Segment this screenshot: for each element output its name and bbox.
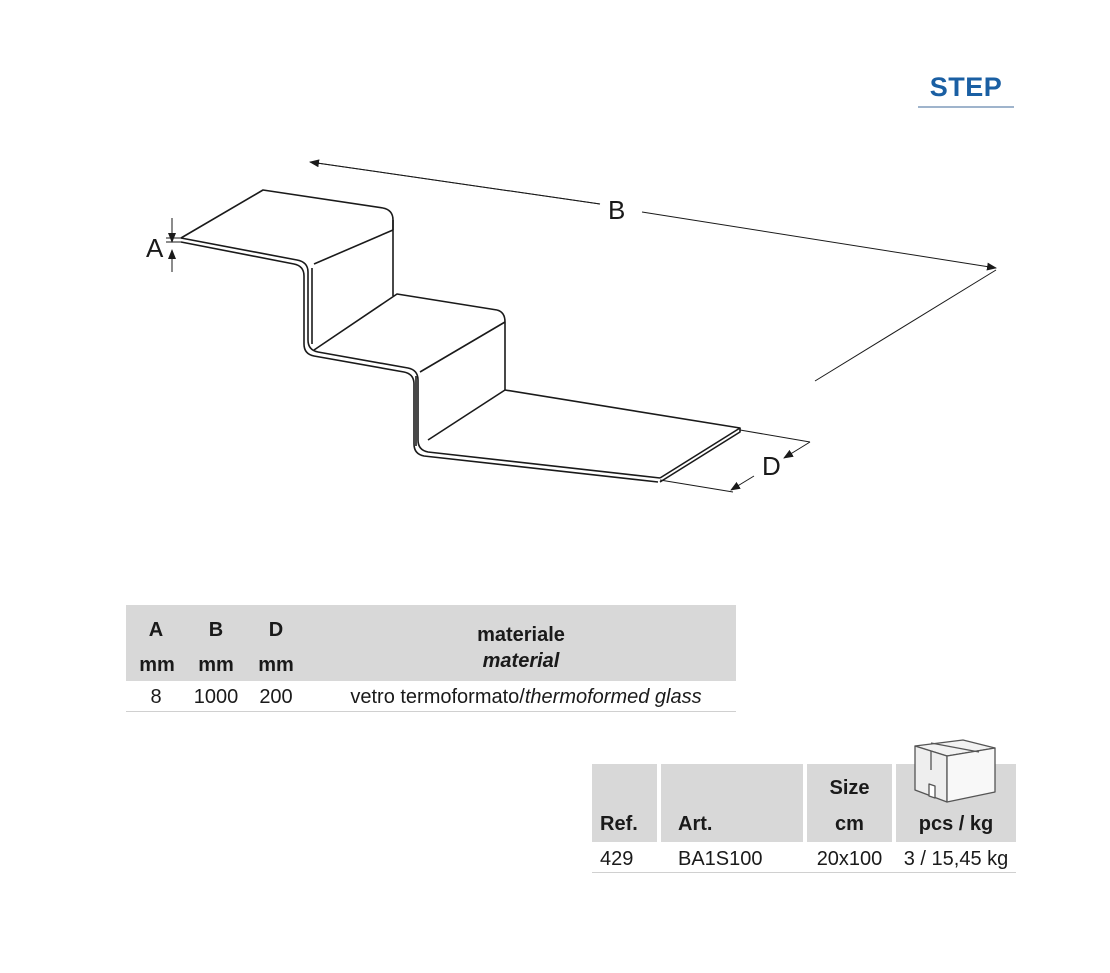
header-art: Art. bbox=[678, 813, 713, 835]
value-d: 200 bbox=[259, 686, 293, 708]
dimension-d-label: D bbox=[762, 451, 781, 481]
page-title: STEP bbox=[929, 72, 1003, 102]
value-size: 20x100 bbox=[816, 848, 883, 870]
table-row bbox=[126, 681, 736, 712]
value-ref: 429 bbox=[600, 848, 634, 870]
value-b: 1000 bbox=[193, 686, 239, 708]
value-a: 8 bbox=[150, 686, 162, 708]
value-pack: 3 / 15,45 kg bbox=[903, 848, 1009, 870]
dimension-b-label: B bbox=[608, 195, 626, 225]
dimension-a-label: A bbox=[146, 233, 164, 263]
header-a-unit: mm bbox=[139, 654, 175, 676]
header-ref: Ref. bbox=[600, 813, 638, 835]
header-b-unit: mm bbox=[198, 654, 234, 676]
header-d: D bbox=[268, 619, 284, 641]
material-it: vetro termoformato/ bbox=[350, 686, 525, 708]
spec-table-header bbox=[126, 605, 736, 681]
header-pack: pcs / kg bbox=[918, 813, 994, 835]
material-en: thermoformed glass bbox=[524, 686, 702, 708]
header-material-en: material bbox=[482, 650, 560, 672]
header-b: B bbox=[208, 619, 224, 641]
header-d-unit: mm bbox=[258, 654, 294, 676]
header-size-unit: cm bbox=[835, 813, 864, 835]
header-size: Size bbox=[829, 777, 870, 799]
header-a: A bbox=[148, 619, 164, 641]
value-art: BA1S100 bbox=[678, 848, 763, 870]
box-icon bbox=[909, 736, 1001, 806]
header-material: materiale bbox=[477, 624, 565, 646]
value-material bbox=[321, 686, 731, 709]
spec-table bbox=[126, 605, 736, 712]
table-row bbox=[592, 842, 1016, 873]
